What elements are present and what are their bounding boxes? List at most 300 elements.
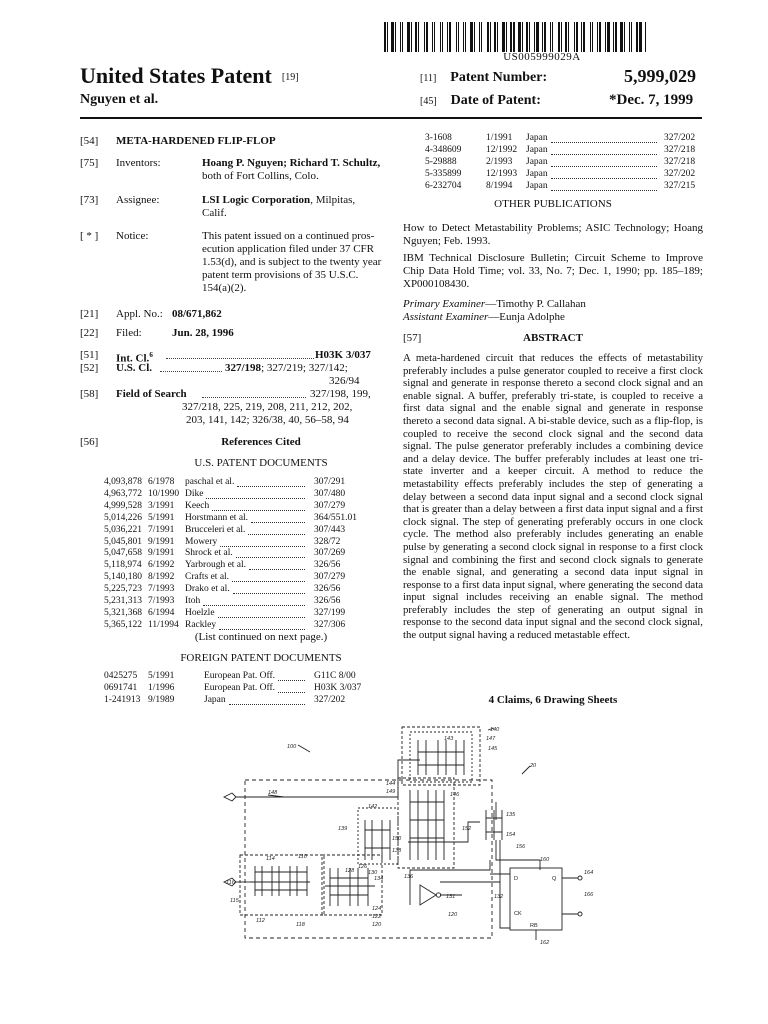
intcl-sup: 6 (149, 351, 153, 359)
ff-rb-pin: RB (530, 923, 538, 929)
barcode-bar (552, 22, 553, 52)
leader-dots (236, 548, 305, 558)
other-pub-item: IBM Technical Disclosure Bulletin; Circuit Scheme to Improve Chip Data Hold Time; vol. 33, No. 7; Dec. 1, 1990; pp. 185–189; XP000108430. (403, 252, 703, 290)
barcode-bar (574, 22, 575, 52)
barcode-bar (626, 22, 628, 52)
leader-dots (551, 145, 657, 155)
title-code-54: [54] (80, 135, 99, 147)
ref-166: 166 (584, 892, 594, 898)
notice-label: Notice: (116, 230, 149, 242)
barcode-bar (518, 22, 521, 52)
ref-class: 364/551.01 (314, 512, 358, 523)
barcode-bar (602, 22, 604, 52)
ref-136: 136 (404, 874, 414, 880)
assistant-examiner-label: Assistant Examiner (403, 311, 489, 323)
primary-examiner-name: —Timothy P. Callahan (485, 298, 586, 310)
assignee-code: [73] (80, 194, 99, 206)
barcode-bar (499, 22, 501, 52)
barcode-bar (547, 22, 549, 52)
ref-class: 327/202 (664, 133, 696, 143)
barcode-bar (476, 22, 478, 52)
inventors-short: Nguyen et al. (80, 92, 159, 107)
ref-number: 3-1608 (425, 133, 452, 143)
barcode-bar (513, 22, 515, 52)
barcode-bar (581, 22, 582, 52)
ref-date: 7/1993 (148, 584, 175, 595)
ref-class: 307/480 (314, 488, 346, 499)
leader-dots (206, 489, 305, 499)
uscl-secondary: ; 327/219; 327/142; (261, 362, 348, 374)
barcode-bar (397, 22, 399, 52)
ref-number: 1-241913 (104, 694, 141, 705)
barcode-bar (444, 22, 446, 52)
ref-115: 115 (230, 898, 239, 904)
leader-dots (219, 620, 305, 630)
leader-dots (232, 572, 305, 582)
barcode-bar (400, 22, 401, 52)
number-code: [11] (420, 73, 437, 84)
ref-name: Mowery (185, 536, 218, 547)
barcode-bar (586, 22, 589, 52)
barcode-bar (402, 22, 403, 52)
ref-120: 120 (448, 912, 458, 918)
barcode-bar (418, 22, 419, 52)
ref-name: Brucceleri et al. (185, 524, 246, 535)
barcode-bar (611, 22, 612, 52)
ref-134: 134 (374, 876, 384, 882)
barcode-bar (460, 22, 462, 52)
ref-140: 140 (490, 727, 500, 733)
ref-number: 5,045,801 (104, 536, 142, 547)
barcode-bar (458, 22, 459, 52)
ref-name: Japan (204, 694, 226, 705)
leader-dots (251, 513, 305, 523)
filed-label: Filed: (116, 327, 142, 339)
ref-name: Dike (185, 488, 204, 499)
ref-number: 5,036,221 (104, 524, 142, 535)
input-pad (224, 878, 236, 886)
list-continued: (List continued on next page.) (194, 631, 328, 643)
barcode-bar (534, 22, 535, 52)
notice-line: 154(a)(2). (202, 282, 247, 294)
ref-number: 4-348609 (425, 144, 462, 155)
barcode-bar (568, 22, 569, 52)
barcode-bar (395, 22, 396, 52)
ref-class: 327/218 (664, 144, 696, 155)
us-docs-title: U.S. PATENT DOCUMENTS (194, 457, 328, 469)
barcode-bar (407, 22, 410, 52)
ref-139: 139 (338, 826, 348, 832)
barcode-bar (506, 22, 507, 52)
flip-flop-box (510, 868, 562, 930)
barcode-bar (554, 22, 557, 52)
barcode-bar (467, 22, 469, 52)
assignee (202, 194, 355, 207)
fos-line: 327/218, 225, 219, 208, 211, 212, 202, (182, 401, 353, 413)
barcode-bar (387, 22, 388, 52)
ref-number: 0425275 (104, 671, 138, 681)
primary-examiner (403, 298, 586, 311)
barcode-bar (463, 22, 464, 52)
barcode-bar (447, 22, 448, 52)
barcode-bar (449, 22, 451, 52)
ref-date: 12/1993 (486, 168, 518, 179)
barcode-bar (481, 22, 482, 52)
ref-112: 112 (256, 918, 265, 924)
barcode-bar (470, 22, 473, 52)
barcode-bar (483, 22, 486, 52)
ref-number: 5,118,974 (104, 560, 142, 571)
barcode-bar (624, 22, 625, 52)
barcode-bar (529, 22, 530, 52)
barcode-bar (540, 22, 541, 52)
ref-162: 162 (540, 940, 550, 946)
notice-line: This patent issued on a continued pros- (202, 230, 375, 242)
ref-date: 6/1978 (148, 477, 175, 487)
ref-146: 146 (450, 792, 460, 798)
dashed-block (240, 855, 324, 915)
dashed-block (245, 780, 492, 938)
publication-number: US005999029A (503, 51, 581, 63)
uscl-value (225, 362, 348, 375)
ref-date: 11/1994 (148, 619, 179, 630)
notice-line: patent term provisions of 35 U.S.C. (202, 269, 359, 281)
barcode-bar (558, 22, 560, 52)
ref-name: Crafts et al. (185, 572, 230, 583)
leader-dots (551, 181, 657, 191)
ref-130: 130 (368, 870, 378, 876)
barcode-bar (542, 22, 543, 52)
ref-class: 327/199 (314, 607, 346, 618)
notice-code: [ * ] (80, 230, 99, 242)
leader-dots (233, 584, 305, 594)
barcode-bar (426, 22, 428, 52)
barcode-bar (605, 22, 606, 52)
ref-name: Rackley (185, 619, 217, 630)
ref-date: 12/1992 (486, 144, 518, 155)
assignee-name: LSI Logic Corporation (202, 194, 311, 206)
ref-class: 328/72 (314, 536, 341, 547)
barcode-bar (592, 22, 593, 52)
uscl-label: U.S. Cl. (116, 362, 153, 374)
ref-126: 126 (358, 864, 368, 870)
ref-164: 164 (584, 870, 594, 876)
ref-number: 5,231,313 (104, 596, 142, 606)
leader-dots (166, 349, 314, 359)
barcode-bar (487, 22, 489, 52)
ref-class: 326/56 (314, 584, 341, 595)
patent-number-value: 5,999,029 (624, 66, 696, 86)
filed-value: Jun. 28, 1996 (172, 327, 234, 339)
ref-name: Yarbrough et al. (185, 560, 247, 571)
appl-label: Appl. No.: (116, 308, 163, 320)
barcode-bar (497, 22, 498, 52)
barcode-bar (536, 22, 539, 52)
ref-110: 110 (298, 854, 307, 860)
ref-138: 138 (392, 848, 402, 854)
fos-label: Field of Search (116, 388, 187, 400)
leader-dots (237, 477, 305, 487)
ref-class: 327/215 (664, 180, 696, 191)
barcode-bar (524, 22, 525, 52)
ref-date: 7/1993 (148, 596, 175, 606)
ref-name: Shrock et al. (185, 548, 233, 559)
barcode-bar (391, 22, 394, 52)
dashed-block (358, 808, 398, 864)
dashed-block (398, 778, 454, 868)
assistant-examiner-name: —Eunja Adolphe (488, 311, 565, 323)
ref-date: 2/1993 (486, 156, 513, 167)
barcode-bar (636, 22, 638, 52)
ff-ck-pin: CK (514, 911, 522, 917)
barcode-bar (544, 22, 546, 52)
date-label: Date of Patent: (450, 93, 541, 108)
refs-title: References Cited (221, 436, 301, 448)
barcode-bar (561, 22, 562, 52)
ref-class: 307/269 (314, 548, 346, 559)
abstract-code: [57] (403, 332, 422, 344)
ref-class: 327/202 (664, 168, 696, 179)
date-code: [45] (420, 96, 437, 107)
other-pubs (403, 222, 703, 295)
ref-name: Hoelzle (185, 607, 215, 618)
assignee-location: , Milpitas, (310, 194, 356, 206)
ref-number: 5-335899 (425, 168, 462, 179)
ref-class: 327/218 (664, 156, 696, 167)
barcode-bar (579, 22, 580, 52)
barcode-bar (590, 22, 591, 52)
fos-line: 203, 141, 142; 326/38, 40, 56–58, 94 (186, 414, 349, 426)
abstract-title: ABSTRACT (523, 332, 583, 344)
inventors-label: Inventors: (116, 157, 161, 169)
barcode-bar (452, 22, 455, 52)
leader-dots (220, 537, 305, 547)
ref-date: 8/1994 (486, 180, 513, 191)
inventors-location: both of Fort Collins, Colo. (202, 170, 319, 182)
ref-name: Horstmann et al. (185, 512, 249, 523)
barcode-bar (607, 22, 610, 52)
intcl-value: H03K 3/037 (315, 349, 371, 361)
leader-dots (551, 169, 657, 179)
barcode-bar (436, 22, 439, 52)
ref-date: 6/1994 (148, 607, 175, 618)
barcode-bar (565, 22, 567, 52)
leader-dots (248, 525, 305, 535)
ref-class: 327/202 (314, 694, 346, 705)
barcode-bar (516, 22, 517, 52)
filed-code: [22] (80, 327, 99, 339)
ref-date: 3/1991 (148, 500, 175, 511)
ref-date: 5/1991 (148, 671, 175, 681)
barcode-bar (474, 22, 475, 52)
ref-number: 5,321,368 (104, 607, 142, 618)
barcode-bar (597, 22, 598, 52)
leader-dots (218, 608, 305, 618)
barcode-bar (442, 22, 443, 52)
barcode-bar (550, 22, 551, 52)
intcl-label-text: Int. Cl. (116, 352, 150, 365)
ref-number: 5,365,122 (104, 619, 142, 630)
barcode-bar (526, 22, 528, 52)
patent-number-row (420, 70, 547, 86)
ref-class: 307/279 (314, 500, 346, 511)
ref-154: 154 (506, 832, 516, 838)
barcode-bar (424, 22, 425, 52)
barcode (384, 22, 700, 52)
ref-name: Itoh (185, 596, 201, 606)
ref-132: 132 (494, 894, 504, 900)
ref-date: 5/1991 (148, 512, 175, 523)
assistant-examiner (403, 311, 565, 324)
barcode-bar (490, 22, 491, 52)
dashed-block (410, 732, 472, 782)
leader-dots (160, 362, 222, 372)
ref-150: 150 (392, 836, 402, 842)
inventors-code: [75] (80, 157, 99, 169)
leader-dots (203, 596, 305, 606)
barcode-bar (465, 22, 466, 52)
uscl-line2: 326/94 (329, 375, 360, 387)
ref-name: Japan (526, 144, 548, 155)
fos-code: [58] (80, 388, 99, 400)
ref-156: 156 (516, 844, 526, 850)
ref-142: 142 (368, 804, 378, 810)
ref-date: 8/1992 (148, 572, 175, 583)
header-divider (80, 117, 702, 119)
ref-number: 4,093,878 (104, 477, 142, 487)
fos-line: 327/198, 199, (310, 388, 371, 400)
ref-name: Keech (185, 500, 210, 511)
ref-class: 327/306 (314, 619, 346, 630)
other-pubs-title: OTHER PUBLICATIONS (494, 198, 612, 210)
ref-class: G11C 8/00 (314, 671, 356, 681)
ref-147: 147 (486, 736, 496, 742)
primary-examiner-label: Primary Examiner (403, 298, 486, 310)
inventors-names: Hoang P. Nguyen; Richard T. Schultz, (202, 157, 381, 169)
barcode-bar (429, 22, 431, 52)
ref-number: 5,140,180 (104, 572, 142, 583)
ref-name: paschal et al. (185, 477, 235, 487)
barcode-bar (563, 22, 564, 52)
ref-124: 124 (372, 906, 382, 912)
ref-135: 135 (506, 812, 516, 818)
barcode-bar (633, 22, 635, 52)
barcode-bar (576, 22, 578, 52)
leader-dots (278, 671, 305, 681)
ref-20: 20 (530, 763, 537, 769)
leader-dots (278, 683, 305, 693)
barcode-bar (583, 22, 585, 52)
ref-name: Japan (526, 180, 548, 191)
us-patent-title: United States Patent (80, 63, 272, 88)
barcode-bar (618, 22, 619, 52)
leader-dots (202, 388, 306, 398)
barcode-bar (456, 22, 457, 52)
number-label: Patent Number: (450, 70, 548, 85)
barcode-bar (522, 22, 523, 52)
ref-144: 144 (386, 781, 396, 787)
ff-q-pin: Q (552, 876, 557, 882)
barcode-bar (389, 22, 390, 52)
barcode-bar (434, 22, 435, 52)
patent-title-header (80, 63, 299, 89)
ref-class: 326/56 (314, 596, 341, 606)
ref-name: Japan (526, 156, 548, 167)
ref-number: 5,225,723 (104, 584, 142, 595)
invention-title: META-HARDENED FLIP-FLOP (116, 135, 276, 147)
ref-145: 145 (488, 746, 498, 752)
ref-122: 122 (372, 914, 382, 920)
notice-line: 1.53(d), and is subject to the twenty year (202, 256, 382, 268)
barcode-bar (502, 22, 505, 52)
barcode-bar (570, 22, 573, 52)
barcode-bar (629, 22, 630, 52)
barcode-bar (492, 22, 493, 52)
date-value: *Dec. 7, 1999 (609, 92, 694, 108)
ref-152: 152 (462, 826, 472, 832)
ref-118: 118 (296, 922, 305, 928)
barcode-bar (432, 22, 433, 52)
ref-114: 114 (266, 856, 275, 862)
barcode-bar (479, 22, 480, 52)
dashed-block (402, 727, 480, 785)
ref-number: 4,999,528 (104, 500, 142, 511)
ref-100: 100 (287, 744, 297, 750)
title-code: [19] (281, 72, 299, 84)
ref-149: 149 (386, 789, 396, 795)
barcode-bar (639, 22, 642, 52)
ref-date: 10/1990 (148, 488, 180, 499)
leader-dots (229, 695, 305, 705)
barcode-bar (415, 22, 417, 52)
barcode-bar (631, 22, 632, 52)
ref-number: 6-232704 (425, 180, 462, 191)
ref-name: European Pat. Off. (204, 682, 276, 693)
barcode-bar (531, 22, 533, 52)
ref-number: 5-29888 (425, 156, 457, 167)
barcode-bar (413, 22, 414, 52)
ref-class: 307/279 (314, 572, 346, 583)
date-row (420, 93, 541, 109)
leader-dots (249, 560, 305, 570)
barcode-bar (599, 22, 601, 52)
appl-value: 08/671,862 (172, 308, 222, 320)
ref-143: 143 (444, 736, 454, 742)
abstract-text: A meta-hardened circuit that reduces the effects of metastability preferably includes a pulse generator coupled to receive a first clock signal and generate in response thereto a second clock signal and an enable signal. A buffer, preferably tri-state, is coupled to receive a first data signal and the enable signal and generate in response thereto a second data signal. A bi-stable device, such as a flip-flop, is coupled to receive the second clock signal and the second data signal. The pulse generator preferably includes a combining device and a delay device. The buffer preferably includes at least one tri-state inverter and a keeper circuit. A method to reduce the metastability effects preferably includes the step of generating a delay between a second data input signal and a second clock signal that is greater than a delay between a first data input signal and a first clock signal. The step of generating preferably occurs in one clock cycle. The method also preferably includes generating an enable pulse by generating a second clock signal in response to a first clock signal and combining the first and second clock signals to generate the enable signal, and generating a second data input signal in response to a first data input signal, where generating the second data input signal includes receiving an enable signal. The method preferably includes the step of generating an output signal in response to the second data input signal and the second clock signal, the output signal having a reduced metastable effect. (403, 352, 703, 642)
ref-date: 1/1991 (486, 133, 513, 143)
barcode-bar (510, 22, 512, 52)
ref-number: 4,963,772 (104, 488, 142, 499)
barcode-bar (420, 22, 423, 52)
barcode-bar (594, 22, 596, 52)
barcode-bar (508, 22, 509, 52)
ref-116: 116 (226, 880, 235, 886)
leader-dots (551, 157, 657, 167)
ref-class: 307/443 (314, 524, 346, 535)
barcode-bar (404, 22, 406, 52)
barcode-bar (384, 22, 386, 52)
assignee-state: Calif. (202, 207, 227, 219)
ref-name: Japan (526, 133, 548, 143)
ref-date: 9/1991 (148, 548, 175, 559)
ref-class: H03K 3/037 (314, 682, 362, 693)
notice-line: ecution application filed under 37 CFR (202, 243, 374, 255)
ref-160: 160 (540, 857, 550, 863)
ref-name: Japan (526, 168, 548, 179)
assignee-label: Assignee: (116, 194, 160, 206)
ref-class: 307/291 (314, 477, 346, 487)
ref-date: 9/1989 (148, 694, 175, 705)
